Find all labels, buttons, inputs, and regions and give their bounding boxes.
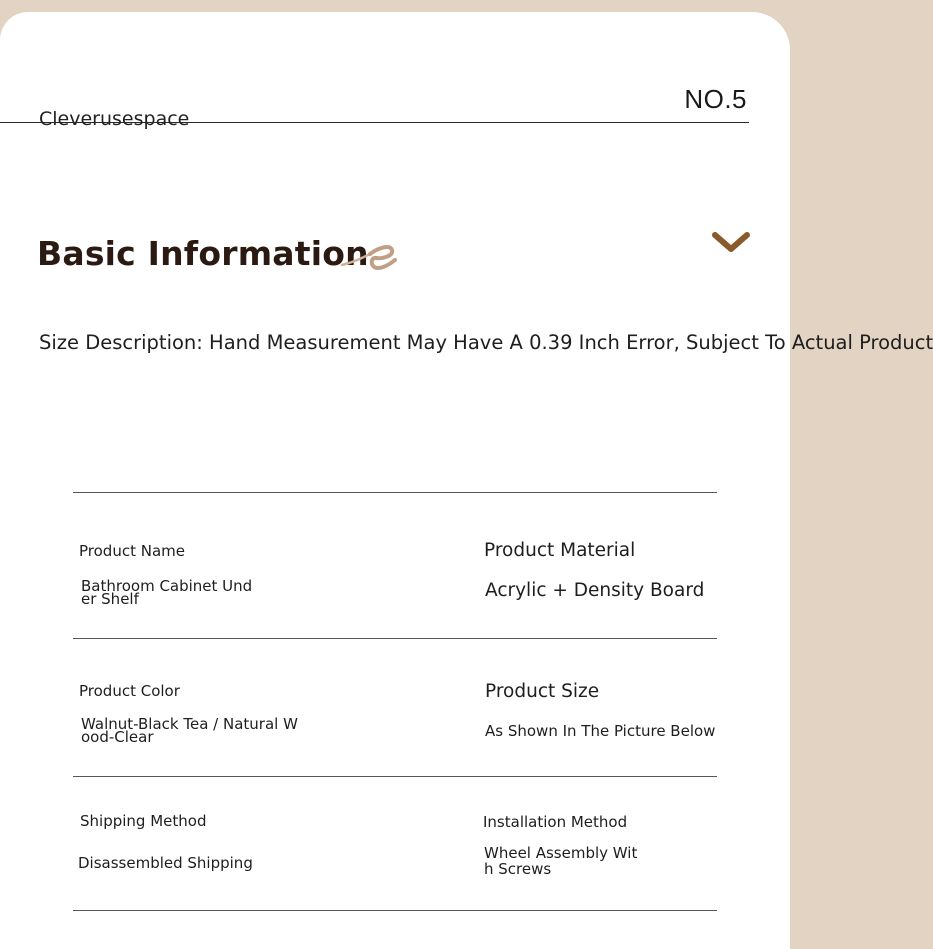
installation-method-value [484,845,637,877]
table-divider [73,492,717,493]
product-size-label: Product Size [485,681,600,702]
shipping-method-label: Shipping Method [80,812,207,830]
product-material-value: Acrylic + Density Board [485,580,705,601]
product-color-label: Product Color [79,682,180,700]
installation-method-value-line-1: Wheel Assembly Wit [484,844,638,862]
product-color-value-line-1: Walnut-Black Tea / Natural W [81,715,298,733]
product-name-value-line-2: er Shelf [81,590,139,608]
installation-method-value-line-2: h Screws [484,860,552,878]
table-divider [73,638,717,639]
product-name-value-line-1: Bathroom Cabinet Und [81,577,253,595]
table-divider [73,776,717,777]
section-title: Basic Information [37,234,369,273]
product-name-label: Product Name [79,542,185,560]
section-number: NO.5 [684,84,747,114]
table-divider [73,910,717,911]
script-e-icon [340,234,400,274]
product-material-label: Product Material [484,540,636,561]
installation-method-label: Installation Method [483,813,628,831]
chevron-down-icon[interactable] [710,230,752,256]
product-color-value-line-2: ood-Clear [81,728,154,746]
product-color-value [81,715,298,746]
size-description: Size Description: Hand Measurement May Have A 0.39 Inch Error, Subject To Actual Product [39,331,933,354]
product-size-value: As Shown In The Picture Below [485,722,716,740]
brand-name: Cleverusespace [39,108,190,130]
content-card [0,12,933,949]
shipping-method-value: Disassembled Shipping [78,854,253,872]
product-name-value [81,577,253,608]
